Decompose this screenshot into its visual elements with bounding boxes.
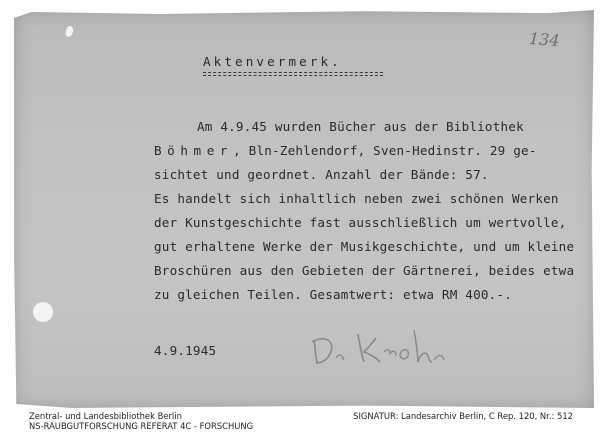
archive-number: 134 bbox=[528, 28, 561, 51]
body-line-3: sichtet und geordnet. Anzahl der Bände: 57. bbox=[154, 167, 489, 182]
footer-right bbox=[353, 411, 573, 421]
body-line-4: Es handelt sich inhaltlich neben zwei schönen Werken bbox=[154, 191, 559, 206]
title-underline bbox=[203, 72, 383, 76]
footer-research-unit: NS-RAUBGUTFORSCHUNG REFERAT 4C - FORSCHUNG bbox=[29, 421, 254, 431]
body-line-1: Am 4.9.45 wurden Bücher aus der Bibliothek bbox=[197, 119, 524, 134]
punch-hole bbox=[33, 302, 53, 322]
body-line-2-text: , Bln-Zehlendorf, Sven-Hedinstr. 29 ge- bbox=[233, 143, 537, 158]
paper-sheet bbox=[14, 10, 594, 408]
document-date: 4.9.1945 bbox=[154, 343, 217, 358]
footer-left bbox=[29, 411, 253, 431]
library-owner-name: Böhmer bbox=[154, 143, 234, 158]
footer-library-name: Zentral- und Landesbibliothek Berlin bbox=[29, 411, 182, 421]
body-line-8: zu gleichen Teilen. Gesamtwert: etwa RM 400.-. bbox=[154, 287, 512, 302]
body-line-2 bbox=[154, 143, 537, 158]
body-line-5: der Kunstgeschichte fast ausschließlich um wertvolle, bbox=[154, 215, 567, 230]
archive-footer bbox=[0, 409, 600, 440]
document-title: Aktenvermerk. bbox=[203, 54, 342, 69]
handwritten-signature bbox=[306, 320, 451, 372]
footer-signature: SIGNATUR: Landesarchiv Berlin, C Rep. 120, Nr.: 512 bbox=[353, 411, 573, 421]
body-line-7: Broschüren aus den Gebieten der Gärtnerei, beides etwa bbox=[154, 263, 575, 278]
body-line-6: gut erhaltene Werke der Musikgeschichte, und um kleine bbox=[154, 239, 575, 254]
